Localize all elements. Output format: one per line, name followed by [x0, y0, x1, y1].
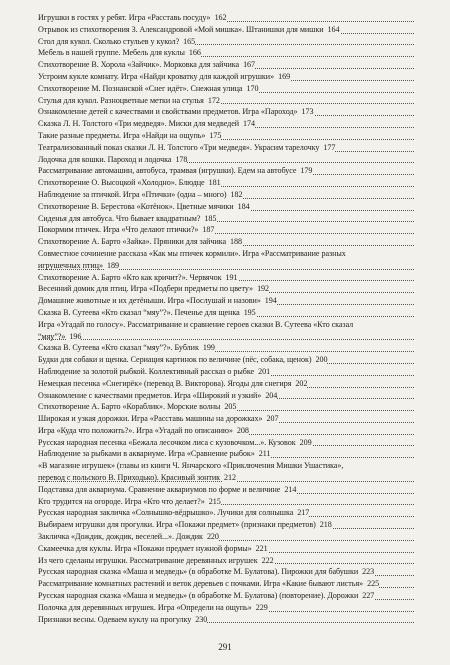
- entry-page-number: 222: [261, 555, 274, 565]
- toc-entry: [38, 390, 430, 402]
- toc-entry: [38, 283, 430, 295]
- entry-title: Покормим птичек. Игра «Что делают птички?»: [38, 225, 199, 235]
- toc-entry: [38, 142, 430, 154]
- entry-page-number: 189: [106, 260, 119, 270]
- entry-title-line: «В магазине игрушек» (главы из книги Ч. Янчарского «Приключения Мишки Ушастика»,: [38, 461, 344, 471]
- entry-title: Стихотворение А. Барто «Кораблик». Морские волны: [38, 402, 221, 412]
- entry-title: Устроим кукле комнату. Игра «Найди кроватку для каждой игрушки»: [38, 71, 275, 81]
- toc-entry: [38, 106, 430, 118]
- toc-entry: [38, 307, 430, 319]
- toc-entry: [38, 531, 430, 543]
- entry-page-number: 169: [278, 71, 291, 81]
- toc-entry: [38, 24, 430, 36]
- entry-page-number: 173: [301, 107, 314, 117]
- toc-entry: [38, 118, 430, 130]
- entry-title: Русская народная закличка «Солнышко-вёдрышко». Лучики для солнышка: [38, 508, 294, 518]
- toc-entry: [38, 543, 430, 555]
- toc-entry: [38, 95, 430, 107]
- entry-title: Стихотворение В. Берестова «Котёнок». Цветные мячики: [38, 201, 234, 211]
- toc-entry: [38, 154, 430, 166]
- toc-entry: [38, 248, 430, 272]
- entry-title: Стихотворение М. Познанской «Снег идёт». Снежная улица: [38, 83, 243, 93]
- entry-title: Ознакомление с качествами предметов. Игра «Широкий и узкий»: [38, 390, 262, 400]
- entry-page-number: 205: [224, 402, 237, 412]
- toc-entry: [38, 272, 430, 284]
- entry-page-number: 167: [243, 60, 256, 70]
- entry-page-number: 229: [255, 602, 268, 612]
- toc-entry: [38, 47, 430, 59]
- toc-entry: [38, 614, 430, 626]
- toc-entry: [38, 354, 430, 366]
- entry-title: Домашние животные и их детёныши. Игра «Послушай и назови»: [38, 296, 261, 306]
- entry-title: Русская народная сказка «Маша и медведь» (в обработке М. Булатова) (повторение). Дорожки: [38, 591, 359, 601]
- entry-page-number: 194: [264, 296, 277, 306]
- entry-title: Мебель в нашей группе. Мебель для куклы: [38, 48, 185, 58]
- entry-title-line: игрушечных птиц»: [38, 260, 103, 270]
- entry-title: Стулья для кукол. Разноцветные метки на стулья: [38, 95, 204, 105]
- entry-page-number: 199: [202, 343, 215, 353]
- entry-title: Стол для кукол. Сколько стульев у кукол?: [38, 36, 180, 46]
- toc-entry: [38, 602, 430, 614]
- entry-title: Стихотворение А. Барто «Кто как кричит?». Червячок: [38, 272, 222, 282]
- entry-page-number: 166: [188, 48, 201, 58]
- toc-entry: [38, 189, 430, 201]
- entry-title-line: “мяу”?»: [38, 331, 66, 341]
- entry-page-number: 215: [208, 496, 221, 506]
- entry-page-number: 179: [300, 166, 313, 176]
- entry-title: Русская народная песенка «Бежала лесочком лиса с кузовочком...». Кузовок: [38, 437, 296, 447]
- toc-entry: [38, 342, 430, 354]
- entry-page-number: 165: [183, 36, 196, 46]
- entry-title: Будки для собаки и щенка. Сериация картинок по величине (пёс, собака, щенок): [38, 355, 312, 365]
- entry-title: Сказка В. Сутеева «Кто сказал “мяу”?». Печенье для щенка: [38, 307, 240, 317]
- entry-title: Стихотворение А. Барто «Зайка». Пряники для зайчика: [38, 237, 227, 247]
- entry-title: Стихотворение В. Хорола «Зайчик». Морковка для зайчика: [38, 60, 240, 70]
- entry-title: Игра «Куда что положить?». Игра «Угадай по описанию»: [38, 425, 233, 435]
- entry-page-number: 212: [224, 473, 236, 483]
- toc-entry: [38, 519, 430, 531]
- toc-entry: [38, 448, 430, 460]
- entry-title: Сиденья для автобуса. Что бывает квадратным?: [38, 213, 201, 223]
- entry-page-number: 230: [195, 614, 208, 624]
- entry-page-number: 184: [237, 201, 250, 211]
- toc-entry: [38, 484, 430, 496]
- entry-page-number: 187: [202, 225, 215, 235]
- toc-entry: [38, 496, 430, 508]
- entry-title: Ознакомление детей с качествами и свойствами предметов. Игра «Пароход»: [38, 107, 298, 117]
- entry-page-number: 172: [207, 95, 220, 105]
- entry-title: Наблюдение за птичкой. Игра «Птички» (одна – много): [38, 189, 227, 199]
- entry-page-number: 191: [225, 272, 238, 282]
- entry-title: Сказка Л. Н. Толстого «Три медведя». Миски для медведей: [38, 119, 240, 129]
- entry-page-number: 181: [208, 178, 221, 188]
- entry-title: Сказка В. Сутеева «Кто сказал “мяу”?». Бублик: [38, 343, 199, 353]
- entry-page-number: 221: [255, 543, 268, 553]
- toc-entry: [38, 12, 430, 24]
- toc-entry: [38, 566, 430, 578]
- entry-page-number: 227: [362, 591, 375, 601]
- toc-entry: [38, 236, 430, 248]
- entry-title: Такие разные предметы. Игра «Найди на ощупь»: [38, 130, 206, 140]
- entry-page-number: 162: [214, 13, 227, 22]
- entry-page-number: 214: [284, 484, 297, 494]
- table-of-contents: [38, 12, 430, 625]
- entry-page-number: 201: [258, 366, 271, 376]
- entry-title: Признаки весны. Одеваем куклу на прогулку: [38, 614, 192, 624]
- entry-title: Полочка для деревянных игрушек. Игра «Определи на ощупь»: [38, 602, 252, 612]
- toc-entry: [38, 295, 430, 307]
- entry-page-number: 200: [315, 355, 328, 365]
- entry-title: Немецкая песенка «Снегирёк» (перевод В. Викторова). Ягоды для снегиря: [38, 378, 292, 388]
- entry-page-number: 170: [246, 83, 259, 93]
- entry-page-number: 207: [266, 414, 279, 424]
- entry-title-line: перевод с польского В. Приходько). Красивый зонтик: [38, 473, 220, 483]
- entry-page-number: 218: [319, 520, 332, 530]
- toc-entry: [38, 36, 430, 48]
- toc-entry: [38, 130, 430, 142]
- entry-page-number: 178: [175, 154, 188, 164]
- entry-page-number: 225: [367, 579, 380, 589]
- entry-title: Из чего сделаны игрушки. Рассматривание деревянных игрушек: [38, 555, 258, 565]
- toc-entry: [38, 413, 430, 425]
- entry-page-number: 192: [257, 284, 270, 294]
- toc-entry: [38, 59, 430, 71]
- entry-title: Подставка для аквариума. Сравнение аквариумов по форме и величине: [38, 484, 281, 494]
- toc-entry: [38, 319, 430, 343]
- entry-title: Наблюдение за рыбками в аквариуме. Игра «Сравнение рыбок»: [38, 449, 255, 459]
- entry-title: Игрушки в гостях у ребят. Игра «Расставь посуду»: [38, 13, 211, 22]
- toc-entry: [38, 578, 430, 590]
- entry-page-number: 195: [243, 307, 256, 317]
- entry-page-number: 175: [209, 130, 222, 140]
- toc-entry: [38, 213, 430, 225]
- entry-page-number: 202: [295, 378, 308, 388]
- toc-entry: [38, 71, 430, 83]
- toc-entry: [38, 437, 430, 449]
- entry-title: Рассматривание комнатных растений и веток деревьев с почками. Игра «Какие бывают листья»: [38, 579, 364, 589]
- entry-title: Театрализованный показ сказки Л. Н. Толстого «Три медведя». Украсим тарелочку: [38, 142, 320, 152]
- entry-page-number: 220: [206, 532, 219, 542]
- toc-entry: [38, 425, 430, 437]
- entry-page-number: 182: [230, 189, 243, 199]
- entry-title: Русская народная сказка «Маша и медведь» (в обработке М. Булатова). Пирожки для бабушки: [38, 567, 359, 577]
- entry-page-number: 211: [258, 449, 271, 459]
- entry-title: Лодочка для кошки. Пароход и лодочка: [38, 154, 172, 164]
- entry-page-number: 196: [69, 331, 82, 341]
- entry-title: Весенний домик для птиц. Игра «Подбери предметы по цвету»: [38, 284, 254, 294]
- toc-entry: [38, 378, 430, 390]
- toc-entry: [38, 366, 430, 378]
- entry-page-number: 177: [323, 142, 336, 152]
- entry-title: Стихотворение О. Высоцкой «Холодно». Блюдце: [38, 178, 205, 188]
- entry-page-number: 188: [230, 237, 243, 247]
- entry-page-number: 223: [362, 567, 375, 577]
- toc-entry: [38, 507, 430, 519]
- toc-entry: [38, 460, 430, 484]
- toc-entry: [38, 224, 430, 236]
- toc-entry: [38, 83, 430, 95]
- entry-page-number: 208: [236, 425, 249, 435]
- entry-title: Рассматривание автомашин, автобуса, трамвая (игрушки). Едем на автобусе: [38, 166, 297, 176]
- entry-title-line: Игра «Угадай по голосу». Рассматривание и сравнение героев сказки В. Сутеева «Кто сказал: [38, 319, 354, 329]
- entry-title: Скамеечка для куклы. Игра «Покажи предмет нужной формы»: [38, 543, 252, 553]
- toc-entry: [38, 401, 430, 413]
- entry-title-line: Совместное сочинение рассказа «Как мы птичек кормили». Игра «Рассматривание разных: [38, 248, 346, 258]
- entry-title: Закличка «Дождик, дождик, веселей...». Дождик: [38, 532, 203, 542]
- entry-page-number: 174: [243, 119, 256, 129]
- entry-page-number: 217: [297, 508, 310, 518]
- toc-entry: [38, 201, 430, 213]
- entry-title: Широкая и узкая дорожки. Игра «Расставь машины на дорожках»: [38, 414, 263, 424]
- entry-page-number: 204: [265, 390, 278, 400]
- entry-title: Наблюдение за золотой рыбкой. Коллективный рассказ о рыбке: [38, 366, 255, 376]
- toc-entry: [38, 590, 430, 602]
- page-number: 291: [218, 642, 232, 652]
- leader-dots: [38, 339, 414, 340]
- entry-title: Отрывок из стихотворения З. Александровой «Мой мишка». Штанишки для мишки: [38, 24, 324, 34]
- entry-page-number: 164: [327, 24, 340, 34]
- entry-page-number: 185: [204, 213, 217, 223]
- toc-entry: [38, 165, 430, 177]
- entry-page-number: 209: [299, 437, 312, 447]
- toc-entry: [38, 555, 430, 567]
- entry-title: Кто трудится на огороде. Игра «Кто что делает?»: [38, 496, 205, 506]
- toc-entry: [38, 177, 430, 189]
- entry-title: Выбираем игрушки для прогулки. Игра «Покажи предмет» (признаки предметов): [38, 520, 316, 530]
